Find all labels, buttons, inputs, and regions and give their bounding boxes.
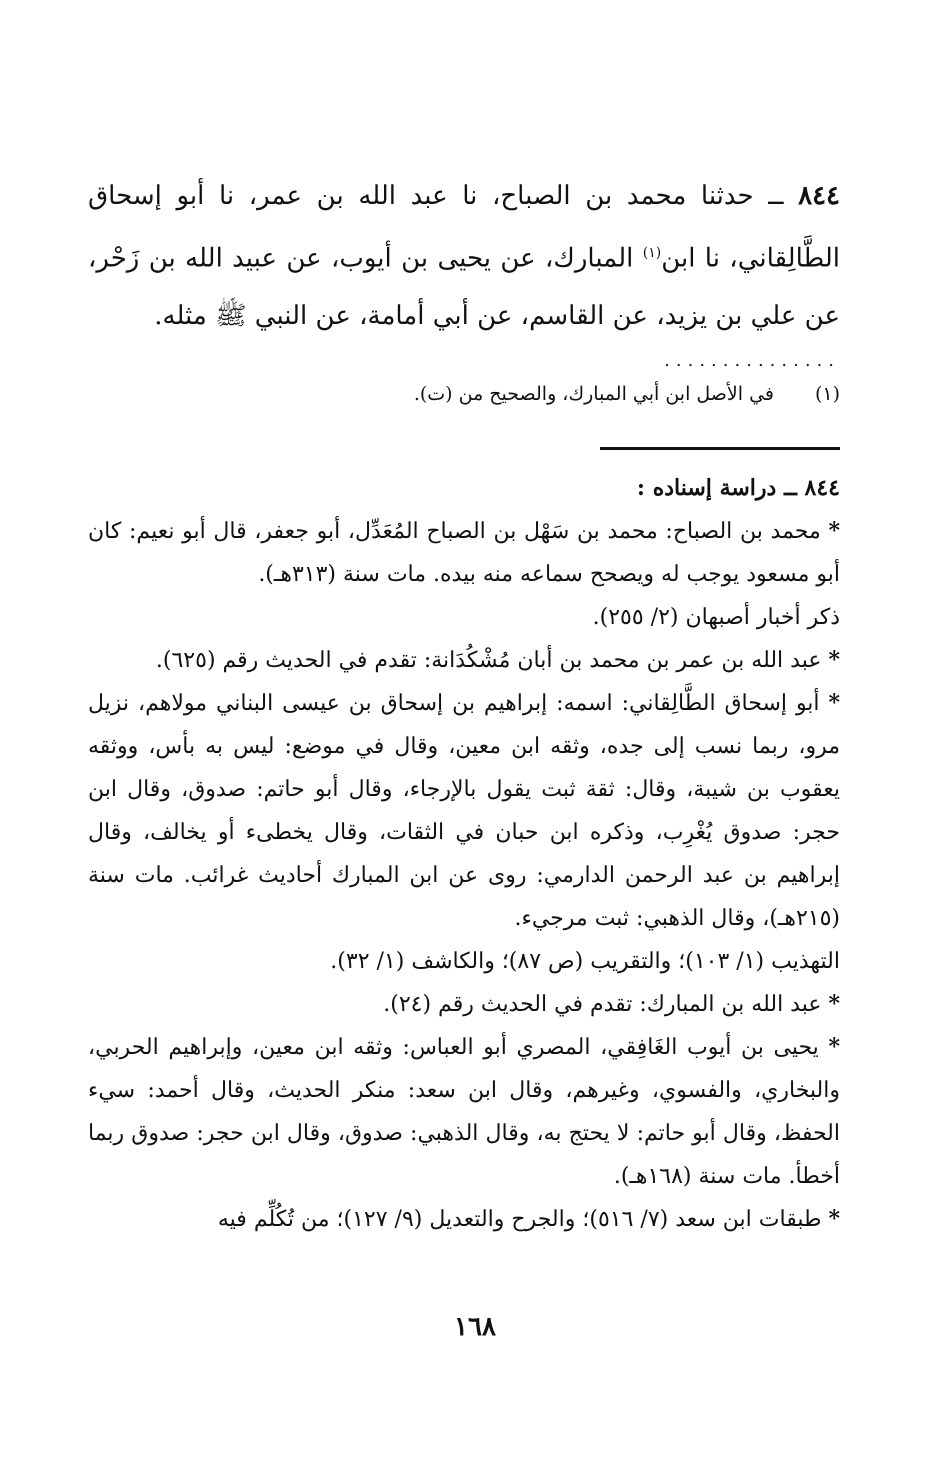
section-divider (600, 447, 840, 450)
footnote (88, 375, 840, 413)
hadith-line-2a: الطَّالِقاني، نا ابن (661, 243, 840, 274)
star-marker: * (828, 1205, 840, 1232)
study-paragraph: * عبد الله بن المبارك: تقدم في الحديث رقم (٢٤). (383, 990, 840, 1017)
separator-dots: ............... (664, 349, 840, 371)
page-number: ١٦٨ (454, 1312, 496, 1342)
star-marker: * (828, 689, 840, 716)
footnote-text: في الأصل ابن أبي المبارك، والصحيح من (ت). (413, 382, 774, 405)
page-body (88, 168, 840, 1241)
study-paragraph: * أبو إسحاق الطَّالِقاني: اسمه: إبراهيم بن إسحاق بن عيسى البناني مولاهم، نزيل مرو، ربما نسب إلى جده، وثقه ابن معين، وقال في موضع: ليس به بأس، ووثقه يعقوب بن شيبة، وقال: ثقة ثبت يقول بالإرجاء، وقال أبو حاتم: صدوق، وقال ابن حجر: صدوق يُغْرِب، وذكره ابن حبان في الثقات، وقال يخطىء أو يخالف، وقال إبراهيم بن عبد الرحمن الدارمي: روى عن ابن المبارك أحاديث غرائب. مات سنة (٢١٥هـ)، وقال الذهبي: ثبت مرجيء. (88, 689, 840, 931)
hadith-text (88, 168, 840, 345)
study-paragraph: التهذيب (١/ ١٠٣)؛ والتقريب (ص ٨٧)؛ والكاشف (١/ ٣٢). (330, 948, 840, 974)
footnote-number: (١) (814, 382, 840, 405)
star-marker: * (828, 646, 840, 673)
study-paragraph: ذكر أخبار أصبهان (٢/ ٢٥٥). (592, 604, 840, 630)
star-marker: * (828, 990, 840, 1017)
star-marker: * (828, 1033, 840, 1060)
isnad-study (88, 467, 840, 1241)
study-paragraph: * محمد بن الصباح: محمد بن سَهْل بن الصباح المُعَدِّل، أبو جعفر، قال أبو نعيم: كان أبو مسعود يوجب له ويصحح سماعه منه بيده. مات سنة (٣١٣هـ). (88, 517, 840, 587)
study-paragraph: * طبقات ابن سعد (٧/ ٥١٦)؛ والجرح والتعديل (٩/ ١٢٧)؛ من تُكُلِّم فيه (217, 1205, 840, 1232)
star-marker: * (828, 517, 840, 544)
footnote-reference[interactable]: (١) (642, 245, 662, 261)
study-paragraph: * يحيى بن أيوب الغَافِقي، المصري أبو العباس: وثقه ابن معين، وإبراهيم الحربي، والبخاري، والفسوي، وغيرهم، وقال ابن سعد: منكر الحديث، وقال أحمد: سيء الحفظ، وقال أبو حاتم: لا يحتج به، وقال الذهبي: صدوق، وقال ابن حجر: صدوق ربما أخطأ. مات سنة (١٦٨هـ). (88, 1033, 840, 1189)
hadith-line-1: ــ حدثنا محمد بن الصباح، نا عبد الله بن عمر، نا أبو إسحاق (88, 181, 784, 211)
study-paragraph: * عبد الله بن عمر بن محمد بن أبان مُشْكُدَانة: تقدم في الحديث رقم (٦٢٥). (155, 646, 840, 673)
hadith-number: ٨٤٤ (798, 181, 841, 211)
hadith-line-2b: المبارك، عن يحيى بن أيوب، عن عبيد الله بن زَحْر، (88, 243, 643, 274)
hadith-line-3: عن علي بن يزيد، عن القاسم، عن أبي أمامة، عن النبي ﷺ مثله. (154, 300, 840, 331)
study-heading: ٨٤٤ ــ دراسة إسناده : (636, 474, 840, 501)
